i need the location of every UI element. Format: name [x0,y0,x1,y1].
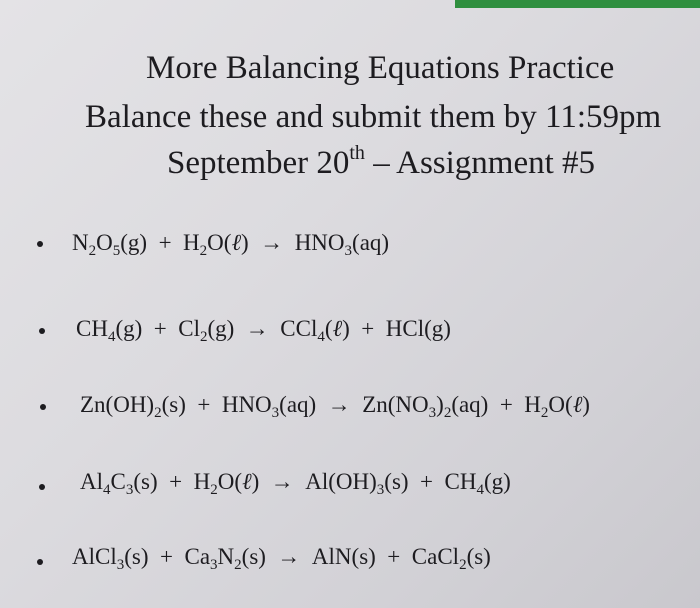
subscript: 2 [154,405,162,421]
equation-text: (s) + HNO [161,392,272,417]
equation-text: Al [80,469,103,494]
subscript: 2 [234,557,242,573]
equation-text: (g) → CCl [207,316,318,341]
bullet-1 [37,241,43,247]
subscript: 4 [317,329,325,345]
subscript: 3 [344,243,353,259]
subscript: 4 [107,329,116,345]
equation-text: Zn(OH) [80,392,155,417]
title-line-1: More Balancing Equations Practice [146,50,615,86]
title-assignment: – Assignment #5 [364,145,596,181]
bullet-5 [37,559,43,565]
liquid-state-symbol: ℓ [332,316,343,341]
worksheet-page [0,6,700,608]
subscript: 5 [112,243,121,259]
equation-text: C [110,469,126,494]
equation-text: CH [76,316,108,341]
equation-2 [76,314,451,344]
equation-1 [72,228,389,258]
equation-text: ) + HCl(g) [342,316,451,341]
subscript: 4 [476,482,484,498]
subscript: 2 [199,243,208,259]
equation-text: ( [324,316,333,341]
liquid-state-symbol: ℓ [231,230,242,255]
equation-text: (aq) → Zn(NO [279,392,429,417]
equation-text: O( [548,392,573,417]
subscript: 3 [376,482,385,498]
equation-text: (aq) + H [451,392,541,417]
subscript: 2 [199,329,208,345]
equation-text: (g) + H [120,230,200,255]
equation-text: N [72,230,89,255]
subscript: 2 [88,243,97,259]
equation-text: (s) + CH [384,469,477,494]
subscript: 3 [210,557,218,573]
equation-5 [72,542,491,572]
equation-text: (g) [483,469,511,494]
title-line-3 [167,143,595,183]
subscript: 3 [125,482,134,498]
equation-text: O [96,230,113,255]
bullet-3 [40,404,46,410]
bullet-4 [39,484,45,490]
equation-text: ) [582,392,590,417]
subscript: 3 [428,405,437,421]
equation-text: (s) + H [133,469,211,494]
bullet-2 [39,328,45,334]
equation-text: (s) → AlN(s) + CaCl [241,544,460,569]
equation-text: (s) + Ca [124,544,211,569]
title-line-2: Balance these and submit them by 11:59pm [85,99,662,135]
equation-text: (s) [466,544,491,569]
equation-text: AlCl [72,544,117,569]
subscript: 3 [271,405,280,421]
equation-4 [80,467,511,497]
liquid-state-symbol: ℓ [572,392,583,417]
equation-3 [80,390,590,420]
equation-text: O( [217,469,242,494]
equation-text: O( [207,230,232,255]
subscript: 2 [443,405,452,421]
subscript: 2 [459,557,467,573]
equation-text: ) [436,392,444,417]
liquid-state-symbol: ℓ [241,469,252,494]
subscript: 3 [116,557,125,573]
subscript: 2 [210,482,218,498]
equation-text: (g) + Cl [115,316,200,341]
equation-text: ) → Al(OH) [251,469,377,494]
equation-text: N [217,544,235,569]
title-date-suffix: th [349,142,365,164]
title-date: September 20 [167,145,350,181]
subscript: 4 [103,482,111,498]
subscript: 2 [540,405,549,421]
equation-text: (aq) [352,230,390,255]
equation-text: ) → HNO [241,230,345,255]
